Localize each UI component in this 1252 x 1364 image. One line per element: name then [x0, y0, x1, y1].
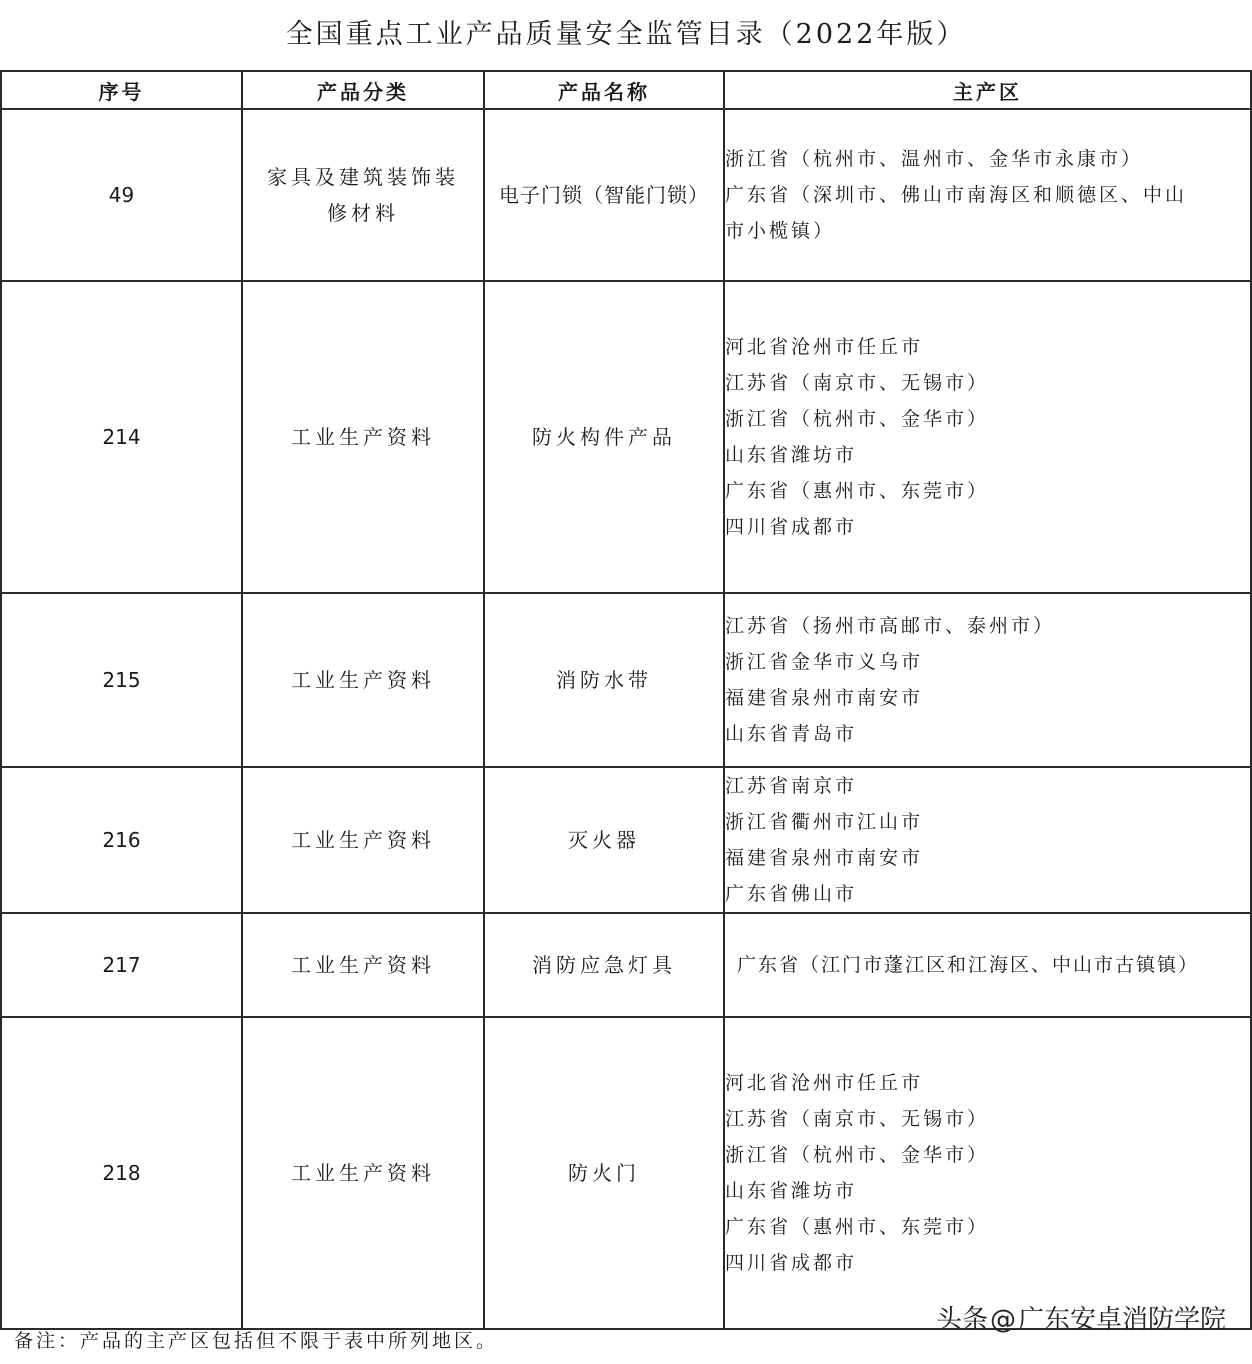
table-row: [1, 767, 1251, 913]
row-seq: 218: [1, 1017, 242, 1329]
region-line: 河北省沧州市任丘市: [725, 336, 924, 358]
region-line: 浙江省衢州市江山市: [725, 811, 924, 833]
row-regions: [724, 767, 1251, 913]
row-category: 工业生产资料: [242, 281, 484, 593]
row-regions: [724, 913, 1251, 1017]
region-line: 四川省成都市: [725, 1252, 858, 1274]
row-product-name: 消防水带: [484, 593, 724, 767]
header-row: [1, 71, 1251, 109]
region-line: 山东省潍坊市: [725, 444, 858, 466]
table-row: [1, 913, 1251, 1017]
region-line: 市小榄镇）: [725, 220, 836, 242]
region-line: 浙江省（杭州市、金华市）: [725, 408, 990, 430]
watermark-account: 广东安卓消防学院: [1017, 1305, 1226, 1335]
region-line: 江苏省南京市: [725, 775, 858, 797]
footnote: 备注：产品的主产区包括但不限于表中所列地区。: [14, 1330, 499, 1352]
document-title: 全国重点工业产品质量安全监管目录（2022年版）: [285, 19, 967, 50]
region-line: 浙江省（杭州市、金华市）: [725, 1144, 990, 1166]
region-line: 山东省青岛市: [725, 723, 858, 745]
table-row: [1, 1017, 1251, 1329]
row-category: 工业生产资料: [242, 767, 484, 913]
region-line: 江苏省（南京市、无锡市）: [725, 1108, 990, 1130]
region-line: 广东省（惠州市、东莞市）: [725, 480, 990, 502]
region-line: 江苏省（扬州市高邮市、泰州市）: [725, 615, 1056, 637]
row-category: 工业生产资料: [242, 1017, 484, 1329]
region-line: 广东省（惠州市、东莞市）: [725, 1216, 990, 1238]
row-category: 工业生产资料: [242, 593, 484, 767]
watermark: [936, 1302, 1226, 1338]
region-line: 河北省沧州市任丘市: [725, 1072, 924, 1094]
header-regions: 主产区: [724, 71, 1251, 109]
row-seq: 214: [1, 281, 242, 593]
header-category: 产品分类: [242, 71, 484, 109]
row-product-name: 灭火器: [484, 767, 724, 913]
region-line: 广东省（深圳市、佛山市南海区和顺德区、中山: [725, 184, 1188, 206]
region-line: 山东省潍坊市: [725, 1180, 858, 1202]
row-product-name: 防火构件产品: [484, 281, 724, 593]
row-product-name: 防火门: [484, 1017, 724, 1329]
region-line: 福建省泉州市南安市: [725, 687, 924, 709]
header-name: 产品名称: [484, 71, 724, 109]
watermark-at: @: [989, 1305, 1016, 1335]
row-seq: 49: [1, 109, 242, 281]
row-seq: 216: [1, 767, 242, 913]
region-line: 广东省（江门市蓬江区和江海区、中山市古镇镇）: [737, 954, 1200, 976]
row-seq: 217: [1, 913, 242, 1017]
row-regions: [724, 593, 1251, 767]
row-regions: [724, 281, 1251, 593]
region-line: 江苏省（南京市、无锡市）: [725, 372, 990, 394]
table-row: [1, 281, 1251, 593]
row-seq: 215: [1, 593, 242, 767]
catalog-table: [0, 70, 1252, 1330]
watermark-platform: 头条: [935, 1305, 988, 1335]
row-product-name: 消防应急灯具: [484, 913, 724, 1017]
row-category: 工业生产资料: [242, 913, 484, 1017]
row-regions: [724, 1017, 1251, 1329]
row-product-name: 电子门锁（智能门锁）: [484, 109, 724, 281]
region-line: 广东省佛山市: [725, 883, 858, 905]
region-line: 浙江省金华市义乌市: [725, 651, 924, 673]
row-regions: [724, 109, 1251, 281]
header-seq: 序号: [1, 71, 242, 109]
table-row: [1, 593, 1251, 767]
region-line: 浙江省（杭州市、温州市、金华市永康市）: [725, 148, 1144, 170]
table-row: [1, 109, 1251, 281]
row-category: 家具及建筑装饰装修材料: [242, 109, 484, 281]
region-line: 四川省成都市: [725, 516, 858, 538]
region-line: 福建省泉州市南安市: [725, 847, 924, 869]
